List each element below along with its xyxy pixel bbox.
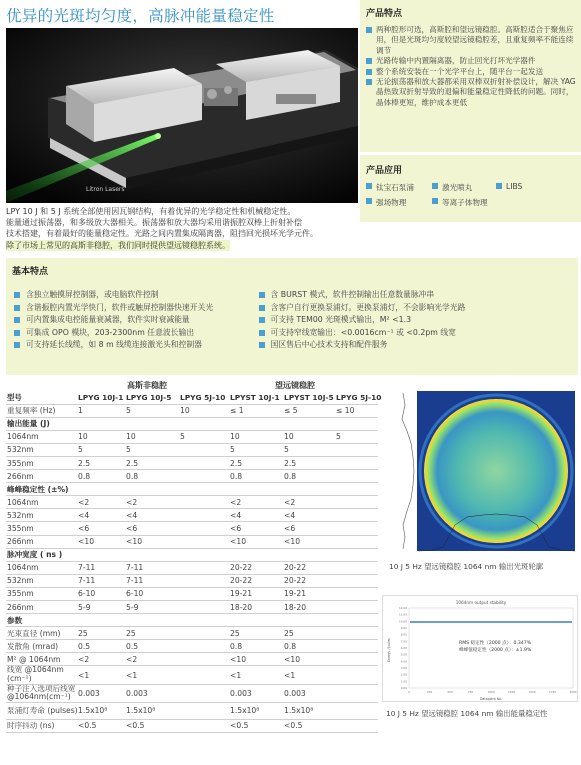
table-cell: <0.5 xyxy=(78,719,126,732)
y-tick-label: 6.00 xyxy=(400,646,407,650)
table-cell: <0.5 xyxy=(230,719,284,732)
y-tick-label: 7.00 xyxy=(400,639,407,644)
stability-chart-title: 1064nm output stability xyxy=(455,600,507,605)
y-tick-label: 10.00 xyxy=(398,619,407,624)
basic-feature-item: 国区售后中心技术支持和配件服务 xyxy=(257,339,572,352)
table-cell xyxy=(284,417,336,430)
table-cell: 10 xyxy=(284,430,336,443)
basic-features-title: 基本特点 xyxy=(12,267,49,277)
table-cell: 0.003 xyxy=(230,684,284,702)
table-cell: 18-20 xyxy=(230,601,284,614)
table-section-row xyxy=(6,548,378,561)
table-cell: 5 xyxy=(230,443,284,456)
table-cell: 0.8 xyxy=(284,640,336,653)
table-cell xyxy=(78,548,126,561)
table-cell: 0.8 xyxy=(230,470,284,483)
table-cell: 1 xyxy=(78,404,126,417)
intro-line: 能量通过振荡器，和多级放大器相关。振荡器和放大器均采用谐振腔双棒上折射补偿 xyxy=(6,218,302,228)
table-cell xyxy=(336,702,378,719)
beam-profile-caption: 10 J 5 Hz 望远镜稳腔 1064 nm 输出光斑轮廓 xyxy=(389,562,544,571)
table-cell xyxy=(230,548,284,561)
table-cell xyxy=(336,483,378,496)
x-tick-label: 1750 xyxy=(548,690,557,694)
table-row xyxy=(6,587,378,600)
table-cell xyxy=(126,614,180,627)
stability-y-label: Energy / Joules xyxy=(387,638,391,662)
table-row-label: 参数 xyxy=(6,614,78,627)
table-cell: 20-22 xyxy=(230,574,284,587)
basic-feature-item: 可支持窄线宽输出：<0.0016cm⁻¹ 或 <0.2pm 线宽 xyxy=(257,327,572,340)
table-cell: <1 xyxy=(78,666,126,684)
table-cell: LPYG 10J-5 xyxy=(126,391,180,404)
y-tick-label: 2.00 xyxy=(400,672,407,677)
x-tick-label: 750 xyxy=(467,690,474,694)
table-cell xyxy=(336,548,378,561)
group-label-telescope: 望远镜稳腔 xyxy=(275,381,315,390)
table-cell: 6-10 xyxy=(78,587,126,600)
application-item: 等离子体物理 xyxy=(432,197,496,208)
table-row xyxy=(6,496,378,509)
y-tick-label: 0.00 xyxy=(400,686,407,690)
feature-item: 整个系统安装在一个光学平台上，随平台一起发送 xyxy=(366,67,577,77)
table-cell: <10 xyxy=(78,535,126,548)
table-cell: 7-11 xyxy=(78,561,126,574)
table-cell: 5-9 xyxy=(78,601,126,614)
table-cell: <1 xyxy=(126,666,180,684)
table-cell xyxy=(180,587,230,600)
beam-profile-image xyxy=(383,385,577,555)
stability-caption: 10 J 5 Hz 望远镜稳腔 1064 nm 输出能量稳定性 xyxy=(386,709,548,718)
table-cell: <0.5 xyxy=(284,719,336,732)
table-cell: 1.5x10⁸ xyxy=(126,702,180,719)
table-section-row xyxy=(6,483,378,496)
table-row-label: 泵浦灯寿命 (pulses) xyxy=(6,702,78,719)
table-row xyxy=(6,719,378,732)
x-tick-label: 1000 xyxy=(487,690,495,694)
application-item: 强场物理 xyxy=(366,197,432,208)
table-cell: 20-22 xyxy=(284,574,336,587)
table-row-label: 532nm xyxy=(6,574,78,587)
basic-feature-item: 可内置集成电控能量衰减器，软件实时衰减能量 xyxy=(12,314,253,327)
basic-feature-item: 含 BURST 模式，软件控制输出任意数量脉冲串 xyxy=(257,289,572,302)
table-row-label: 1064nm xyxy=(6,430,78,443)
stability-chart-svg xyxy=(383,596,579,703)
table-cell: 5 xyxy=(126,404,180,417)
y-tick-label: 9.00 xyxy=(400,626,407,630)
table-row xyxy=(6,456,378,469)
table-cell xyxy=(230,483,284,496)
table-cell: <6 xyxy=(284,522,336,535)
table-cell: 18-20 xyxy=(284,601,336,614)
table-row xyxy=(6,702,378,719)
table-row xyxy=(6,522,378,535)
table-cell xyxy=(180,483,230,496)
table-cell: <6 xyxy=(230,522,284,535)
stability-x-label: Datapoint No. xyxy=(479,697,503,701)
table-row-label: 重复频率 (Hz) xyxy=(6,404,78,417)
beam-profile-graphic xyxy=(383,385,577,555)
table-cell xyxy=(126,548,180,561)
table-cell: 10 xyxy=(230,430,284,443)
table-row xyxy=(6,653,378,666)
table-row xyxy=(6,601,378,614)
table-cell: 25 xyxy=(284,627,336,640)
group-label-gaussian: 高斯非稳腔 xyxy=(127,381,167,390)
table-cell xyxy=(180,535,230,548)
y-tick-label: 5.00 xyxy=(400,652,407,657)
table-cell: 5 xyxy=(180,430,230,443)
table-cell xyxy=(180,509,230,522)
table-cell: 0.8 xyxy=(78,470,126,483)
table-row xyxy=(6,627,378,640)
table-cell: ≤ 5 xyxy=(284,404,336,417)
table-cell xyxy=(180,719,230,732)
table-cell: <2 xyxy=(126,653,180,666)
basic-feature-item: 含独立触摸屏控制器，或电脑软件控制 xyxy=(12,289,253,302)
table-cell xyxy=(336,535,378,548)
table-row-label: 光束直径 (mm) xyxy=(6,627,78,640)
table-row-label: 型号 xyxy=(6,391,78,404)
basic-features-panel xyxy=(6,258,578,375)
table-cell xyxy=(336,417,378,430)
table-cell xyxy=(180,522,230,535)
table-cell xyxy=(336,684,378,702)
table-cell xyxy=(180,640,230,653)
table-cell: 10 xyxy=(78,430,126,443)
table-row-label: 532nm xyxy=(6,509,78,522)
table-row-label: 1064nm xyxy=(6,496,78,509)
table-cell xyxy=(126,417,180,430)
y-tick-label: 12.00 xyxy=(398,606,407,610)
table-cell xyxy=(336,574,378,587)
table-cell: <4 xyxy=(78,509,126,522)
table-row-label: 种子注入选项后线宽@1064nm(cm⁻¹) xyxy=(6,684,78,702)
table-row-label: 266nm xyxy=(6,470,78,483)
x-tick-label: 1250 xyxy=(507,690,516,694)
basic-feature-item: 含客户自行更换泵浦灯。更换泵浦灯，不会影响光学光路 xyxy=(257,302,572,315)
table-cell xyxy=(180,574,230,587)
table-cell xyxy=(230,614,284,627)
table-cell xyxy=(180,627,230,640)
table-cell: LPYG 5J-10 xyxy=(180,391,230,404)
table-cell xyxy=(180,470,230,483)
table-cell xyxy=(180,443,230,456)
table-cell: 25 xyxy=(230,627,284,640)
table-cell: 0.5 xyxy=(78,640,126,653)
table-cell xyxy=(336,456,378,469)
table-row xyxy=(6,443,378,456)
table-cell: 5 xyxy=(336,430,378,443)
table-cell: <4 xyxy=(284,509,336,522)
intro-paragraph xyxy=(6,206,356,251)
table-row-label: 时序抖动 (ns) xyxy=(6,719,78,732)
table-cell: LPYST 10J-5 xyxy=(284,391,336,404)
table-cell: 25 xyxy=(78,627,126,640)
rms-stability-note: RMS 稳定性（2000 点）：0.347% xyxy=(459,641,532,646)
table-row xyxy=(6,666,378,684)
table-cell: <4 xyxy=(126,509,180,522)
laser-system-illustration xyxy=(6,28,358,203)
table-cell xyxy=(336,666,378,684)
table-cell xyxy=(336,470,378,483)
table-cell: 19-21 xyxy=(284,587,336,600)
table-cell: <2 xyxy=(284,496,336,509)
table-cell xyxy=(336,640,378,653)
table-cell: 2.5 xyxy=(126,456,180,469)
table-cell xyxy=(180,614,230,627)
table-cell xyxy=(336,509,378,522)
table-cell xyxy=(336,443,378,456)
table-cell: <0.5 xyxy=(126,719,180,732)
intro-line: 除了市场上常见的高斯非稳腔，我们同时提供望远镜稳腔系统。 xyxy=(6,240,230,250)
table-row xyxy=(6,561,378,574)
table-row-label: M² @ 1064nm xyxy=(6,653,78,666)
table-cell: 10 xyxy=(126,430,180,443)
table-cell: 0.003 xyxy=(126,684,180,702)
x-tick-label: 1500 xyxy=(528,690,536,694)
table-cell xyxy=(180,601,230,614)
table-cell xyxy=(126,483,180,496)
table-cell: 0.8 xyxy=(284,470,336,483)
table-cell xyxy=(336,627,378,640)
table-cell: <1 xyxy=(230,666,284,684)
feature-item: 光路传输中内置隔离器，防止回光打坏光学器件 xyxy=(366,56,577,66)
table-cell xyxy=(180,653,230,666)
table-cell: 1.5x10⁸ xyxy=(78,702,126,719)
table-cell xyxy=(336,653,378,666)
table-cell: ≤ 10 xyxy=(336,404,378,417)
table-row xyxy=(6,470,378,483)
table-cell: 0.8 xyxy=(230,640,284,653)
table-row xyxy=(6,509,378,522)
table-cell: <6 xyxy=(78,522,126,535)
table-row-label: 输出能量 (J) xyxy=(6,417,78,430)
page-headline: 优异的光斑均匀度，高脉冲能量稳定性 xyxy=(6,7,275,25)
table-row-label: 355nm xyxy=(6,456,78,469)
table-cell: <2 xyxy=(126,496,180,509)
table-cell xyxy=(336,561,378,574)
basic-feature-item: 可支持 TEM00 光斑模式输出，M² <1.3 xyxy=(257,314,572,327)
product-photo xyxy=(6,28,358,203)
table-cell: LPYG 5J-10 xyxy=(336,391,378,404)
features-title: 产品特点 xyxy=(366,9,403,19)
feature-item: 无论振荡器和放大器都采用双棒双折射补偿设计，解决 YAG 晶热致双折射导致的退偏和能量稳定性降低的问题。同时，晶体棒更短，维护成本更低 xyxy=(366,77,577,108)
product-applications-panel xyxy=(360,155,581,222)
table-row xyxy=(6,684,378,702)
table-cell xyxy=(284,483,336,496)
y-tick-label: 3.00 xyxy=(400,666,407,670)
table-cell: 0.8 xyxy=(126,470,180,483)
table-row xyxy=(6,430,378,443)
application-item: 钛宝石泵浦 xyxy=(366,182,432,193)
table-cell xyxy=(180,666,230,684)
table-cell: 0.003 xyxy=(284,684,336,702)
table-row-label: 峰峰稳定性 (±%) xyxy=(6,483,78,496)
application-item: LIBS xyxy=(496,182,556,193)
table-row xyxy=(6,535,378,548)
table-header-row xyxy=(6,391,378,404)
table-cell: 7-11 xyxy=(126,561,180,574)
table-cell: <2 xyxy=(230,496,284,509)
table-cell: <4 xyxy=(230,509,284,522)
table-cell xyxy=(180,548,230,561)
x-tick-label: 250 xyxy=(426,690,433,694)
x-tick-label: 500 xyxy=(447,690,453,694)
product-features-panel xyxy=(360,0,581,152)
table-row-label: 532nm xyxy=(6,443,78,456)
table-cell xyxy=(336,614,378,627)
table-cell: 20-22 xyxy=(230,561,284,574)
table-row-label: 266nm xyxy=(6,601,78,614)
table-cell: ≤ 1 xyxy=(230,404,284,417)
table-cell xyxy=(78,417,126,430)
table-cell: 5-9 xyxy=(126,601,180,614)
table-cell xyxy=(180,456,230,469)
table-cell: 2.5 xyxy=(284,456,336,469)
table-cell xyxy=(180,684,230,702)
table-row-label: 355nm xyxy=(6,522,78,535)
pp-stability-note: 峰峰值稳定性（2000 点）：±1.9% xyxy=(459,648,532,653)
table-row xyxy=(6,404,378,417)
intro-line: LPY 10 J 和 5 J 系统全部使用因瓦钢结构，有着优异的光学稳定性和机械稳定性。 xyxy=(6,207,296,216)
table-cell: 5 xyxy=(126,443,180,456)
table-cell xyxy=(336,496,378,509)
table-cell: 2.5 xyxy=(230,456,284,469)
table-row-label: 355nm xyxy=(6,587,78,600)
table-cell: 5 xyxy=(284,443,336,456)
table-section-row xyxy=(6,417,378,430)
table-cell xyxy=(180,496,230,509)
table-cell xyxy=(336,587,378,600)
basic-features-left xyxy=(12,289,253,352)
y-tick-label: 8.00 xyxy=(400,632,407,637)
table-cell: 1.5x10⁸ xyxy=(230,702,284,719)
basic-feature-item: 含谐振腔内置光学快门，软件或触屏控制器快速开关光 xyxy=(12,302,253,315)
table-cell: 20-22 xyxy=(284,561,336,574)
y-tick-label: 1.00 xyxy=(400,679,407,684)
table-cell: <10 xyxy=(284,535,336,548)
table-cell xyxy=(336,522,378,535)
table-cell: <2 xyxy=(78,653,126,666)
table-cell: <2 xyxy=(78,496,126,509)
table-cell xyxy=(230,417,284,430)
table-row xyxy=(6,574,378,587)
table-cell xyxy=(180,702,230,719)
x-tick-label: 0 xyxy=(408,690,410,694)
table-cell: 19-21 xyxy=(230,587,284,600)
basic-features-right xyxy=(257,289,572,352)
litron-logo: Litron Lasers xyxy=(86,186,125,193)
table-cell: 0.5 xyxy=(126,640,180,653)
table-cell: <10 xyxy=(230,653,284,666)
stability-chart xyxy=(382,595,578,702)
spec-table-grid xyxy=(6,391,382,733)
table-row-label: 发散角 (mrad) xyxy=(6,640,78,653)
table-cell: 2.5 xyxy=(78,456,126,469)
table-cell: 6-10 xyxy=(126,587,180,600)
table-cell: 5 xyxy=(78,443,126,456)
y-tick-label: 11.00 xyxy=(398,612,407,617)
table-cell: 1.5x10⁸ xyxy=(284,702,336,719)
basic-feature-item: 可支持延长线缆，如 8 m 线缆连接激光头和控制器 xyxy=(12,339,253,352)
table-cell xyxy=(284,614,336,627)
table-cell xyxy=(180,561,230,574)
table-cell: 7-11 xyxy=(126,574,180,587)
table-cell: LPYG 10J-1 xyxy=(78,391,126,404)
table-section-row xyxy=(6,614,378,627)
basic-feature-item: 可集成 OPO 模块，203-2300nm 任意波长输出 xyxy=(12,327,253,340)
table-cell: 0.003 xyxy=(78,684,126,702)
table-row-label: 266nm xyxy=(6,535,78,548)
table-cell xyxy=(284,548,336,561)
table-cell xyxy=(180,417,230,430)
y-tick-label: 4.00 xyxy=(400,659,407,664)
table-cell: <10 xyxy=(126,535,180,548)
table-cell xyxy=(336,601,378,614)
table-row-label: 脉冲宽度 ( ns ) xyxy=(6,548,78,561)
table-cell: <6 xyxy=(126,522,180,535)
table-cell: 10 xyxy=(180,404,230,417)
application-item: 激光喷丸 xyxy=(432,182,496,193)
table-cell: <1 xyxy=(284,666,336,684)
table-cell: 7-11 xyxy=(78,574,126,587)
table-cell: <10 xyxy=(230,535,284,548)
table-row-label: 1064nm xyxy=(6,561,78,574)
table-row xyxy=(6,640,378,653)
table-cell xyxy=(78,483,126,496)
table-cell xyxy=(78,614,126,627)
table-row-label: 线宽 @1064nm (cm⁻¹) xyxy=(6,666,78,684)
applications-title: 产品应用 xyxy=(366,166,403,176)
table-cell: <10 xyxy=(284,653,336,666)
table-cell xyxy=(336,719,378,732)
feature-item: 两种腔形可选，高斯腔和望远镜稳腔。高斯腔适合于聚焦应用，但是光斑均匀度较望远镜稳腔差，且重复频率不能连续调节 xyxy=(366,25,577,56)
table-cell: 25 xyxy=(126,627,180,640)
x-tick-label: 2000 xyxy=(569,690,577,694)
intro-line: 技术搭建，有着最好的能量稳定性。光路之间内置集成隔离器，阻挡回光损坏光学元件。 xyxy=(6,229,318,239)
table-cell: LPYST 10J-1 xyxy=(230,391,284,404)
